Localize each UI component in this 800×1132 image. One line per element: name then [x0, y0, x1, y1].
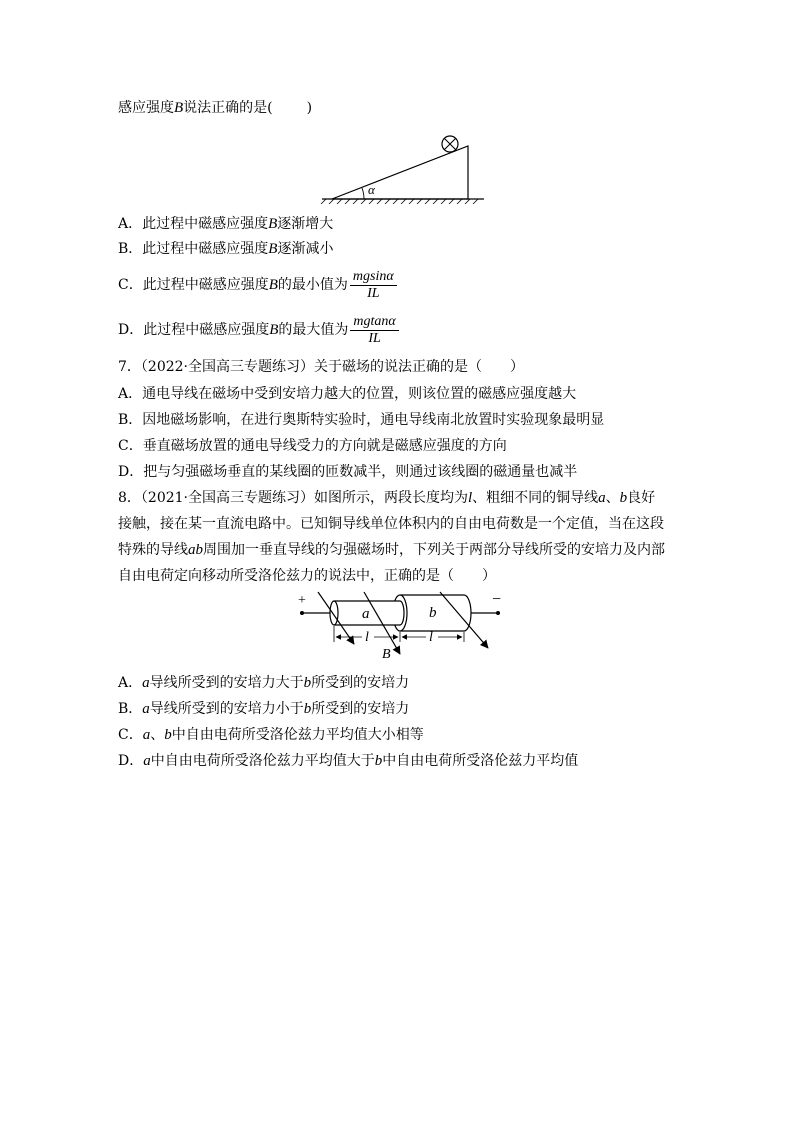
q6-option-a — [118, 213, 333, 235]
option-label: D． — [118, 322, 144, 338]
option-label: D． — [118, 753, 144, 769]
option-text-post: 中自由电荷所受洛伦兹力平均值 — [382, 753, 579, 769]
q8-stem-line1 — [118, 487, 655, 509]
option-var: B — [268, 216, 278, 232]
fraction-denominator: IL — [367, 285, 380, 301]
option-text: 把与匀强磁场垂直的某线圈的匝数减半，则通过该线圈的磁通量也减半 — [143, 464, 578, 480]
option-text: 此过程中磁感应强度 — [142, 241, 269, 257]
length-label-b: l — [429, 630, 433, 645]
option-label: A． — [118, 386, 143, 402]
q8-stem-line3 — [118, 539, 665, 561]
current-into-page-icon — [442, 136, 458, 152]
q6-stem — [118, 97, 312, 119]
angle-label: α — [368, 182, 375, 197]
ground-hatching — [321, 199, 478, 204]
option-var: b — [303, 701, 312, 717]
stem-text: 良好 — [627, 490, 656, 506]
option-text: 此过程中磁感应强度 — [143, 322, 270, 338]
stem-text: 、 — [605, 490, 620, 506]
q6-option-c — [118, 266, 397, 304]
q7-option-c — [118, 435, 507, 457]
fraction-denominator: IL — [368, 330, 381, 346]
fraction-numerator: mgtanα — [350, 314, 398, 331]
stem-text: 8．（2021·全国高三专题练习）如图所示，两段长度均为 — [118, 490, 468, 506]
q8-option-c — [118, 724, 424, 746]
option-label: C． — [118, 438, 143, 454]
stem-var: b — [619, 490, 628, 506]
option-label: C． — [118, 277, 143, 293]
length-label-a: l — [365, 630, 369, 645]
minus-terminal: − — [492, 591, 502, 608]
option-text: 此过程中磁感应强度 — [142, 277, 269, 293]
option-text: 中自由电荷所受洛伦兹力平均值大于 — [150, 753, 375, 769]
option-text: 、 — [150, 727, 165, 743]
q6-paren-open: ( — [267, 100, 273, 116]
option-var: a — [142, 701, 150, 717]
option-text: 通电导线在磁场中受到安培力越大的位置，则该位置的磁感应强度越大 — [142, 386, 577, 402]
option-text-post: 的最小值为 — [277, 277, 348, 293]
option-text: 此过程中磁感应强度 — [142, 216, 269, 232]
q6-stem-text: 感应强度 — [118, 100, 174, 116]
option-text: 导线所受到的安培力大于 — [149, 675, 304, 691]
terminal-right — [496, 611, 500, 615]
stem-text: 特殊的导线 — [118, 542, 188, 558]
option-label: B． — [118, 701, 143, 717]
q7-stem: 7．（2022·全国高三专题练习）关于磁场的说法正确的是（ ） — [118, 359, 524, 375]
stem-var: a — [598, 490, 606, 506]
option-text: 垂直磁场放置的通电导线受力的方向就是磁感应强度的方向 — [142, 438, 507, 454]
option-var: a — [142, 675, 150, 691]
fraction-numerator: mgsinα — [350, 269, 397, 286]
q6-stem-var: B — [174, 100, 184, 116]
option-label: B． — [118, 241, 143, 257]
q8-stem-line2: 接触，接在某一直流电路中。已知铜导线单位体积内的自由电荷数是一个定值，当在这段 — [118, 516, 664, 532]
angle-arc — [362, 188, 364, 199]
plus-terminal: + — [298, 593, 306, 608]
option-var: B — [268, 277, 278, 293]
q8-option-d — [118, 750, 578, 772]
incline-triangle — [332, 146, 468, 199]
option-text-post: 所受到的安培力 — [311, 675, 410, 691]
option-text-post: 逐渐增大 — [277, 216, 334, 232]
stem-text: 、粗细不同的铜导线 — [472, 490, 599, 506]
fraction — [350, 314, 398, 347]
option-var: b — [303, 675, 312, 691]
option-var: B — [268, 241, 278, 257]
q6-stem-end: 说法正确的是 — [183, 100, 268, 116]
option-label: D． — [118, 464, 144, 480]
stem-text: 周围加一垂直导线的匀强磁场时，下列关于两部分导线所受的安培力及内部 — [203, 542, 665, 558]
option-var: a — [143, 753, 151, 769]
q6-option-d — [118, 311, 399, 349]
option-var: b — [374, 753, 383, 769]
q8-option-b — [118, 698, 409, 720]
option-label: C． — [118, 727, 143, 743]
option-var: B — [269, 322, 279, 338]
q7-option-d — [118, 461, 577, 483]
stem-var: l — [468, 490, 473, 506]
incline-figure — [318, 128, 488, 208]
option-label: B． — [118, 412, 143, 428]
option-label: A． — [118, 675, 143, 691]
field-label-B: B — [382, 647, 391, 662]
wire-figure — [292, 590, 512, 662]
q7-option-a — [118, 383, 576, 405]
fraction — [350, 269, 397, 302]
option-text-post: 所受到的安培力 — [311, 701, 410, 717]
q8-stem-line4: 自由电荷定向移动所受洛伦兹力的说法中，正确的是（ ） — [118, 568, 496, 584]
q8-option-a — [118, 672, 409, 694]
label-a: a — [362, 606, 370, 622]
q6-paren-close: ) — [306, 100, 313, 116]
option-text: 导线所受到的安培力小于 — [149, 701, 304, 717]
stem-var: ab — [188, 542, 203, 558]
option-label: A． — [118, 216, 143, 232]
option-var: a — [142, 727, 151, 743]
option-text-post: 中自由电荷所受洛伦兹力平均值大小相等 — [171, 727, 424, 743]
label-b: b — [429, 605, 437, 621]
q6-option-b — [118, 238, 333, 260]
terminal-left — [300, 611, 304, 615]
option-text: 因地磁场影响，在进行奥斯特实验时，通电导线南北放置时实验现象最明显 — [142, 412, 605, 428]
option-var: b — [164, 727, 172, 743]
option-text-post: 逐渐减小 — [277, 241, 334, 257]
q7-option-b — [118, 409, 604, 431]
option-text-post: 的最大值为 — [278, 322, 349, 338]
